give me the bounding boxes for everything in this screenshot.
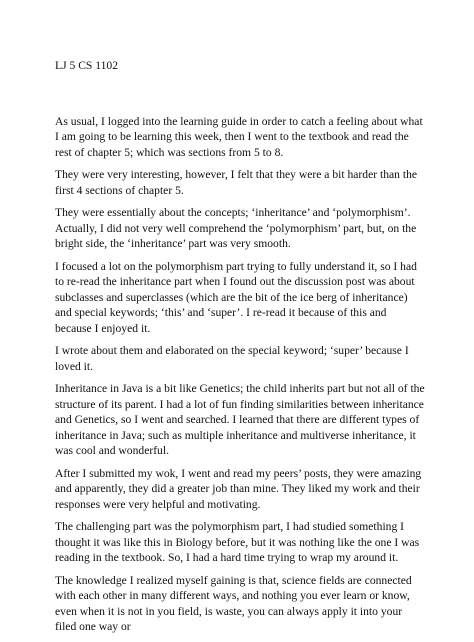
paragraph-interesting-sections: They were very interesting, however, I felt that they were a bit harder than the first 4 sections of chapter 5. (55, 168, 418, 197)
paragraph-peers-posts: After I submitted my wok, I went and read my peers’ posts, they were amazing and apparently, they did a greater job than mine. They liked my work and their responses were very helpful and motivating. (55, 466, 422, 511)
paragraph-learning-guide: As usual, I logged into the learning guide in order to catch a feeling about what I am going to be learning this week, then I went to the textbook and read the rest of chapter 5; which was sections from 5 to 8. (55, 114, 423, 159)
paragraph-super-keyword: I wrote about them and elaborated on the special keyword; ‘super’ because I loved it. (55, 344, 409, 373)
paragraph-concepts: They were essentially about the concepts; ‘inheritance’ and ‘polymorphism’. Actually, I did not very well comprehend the ‘polymorphism’ part, but, on the bright side, the ‘inheritance’ part was very smooth. (55, 206, 417, 250)
paragraph-polymorphism-focus: I focused a lot on the polymorphism part trying to fully understand it, so I had to re-read the inheritance part when I found out the discussion post was about subclasses and superclasses (which are the bit of the ice berg of inheritance) and special keywords; ‘this’ and ‘super’. I re-read it because of this and because I enjoyed it. (55, 259, 417, 335)
document-body (55, 58, 425, 642)
paragraph-challenging-part: The challenging part was the polymorphism part, I had studied something I thought it was like this in Biology before, but it was nothing like the one I was reading in the textbook. So, I had a hard time trying to wrap my around it. (55, 520, 420, 564)
paragraph-knowledge: The knowledge I realized myself gaining is that, science fields are connected with each other in many different ways, and nothing you ever learn or know, even when it is not in you field, is waste, you can always apply it into your filed one way or (55, 573, 412, 633)
document-title: LJ 5 CS 1102 (55, 59, 119, 72)
paragraph-genetics: Inheritance in Java is a bit like Genetics; the child inherits part but not all of the structure of its parent. I had a lot of fun finding similarities between inheritance and Genetics, so I went and searched. I learned that there are different types of inheritance in Java; such as multiple inheritance and multiverse inheritance, it was cool and wonderful. (55, 382, 425, 457)
